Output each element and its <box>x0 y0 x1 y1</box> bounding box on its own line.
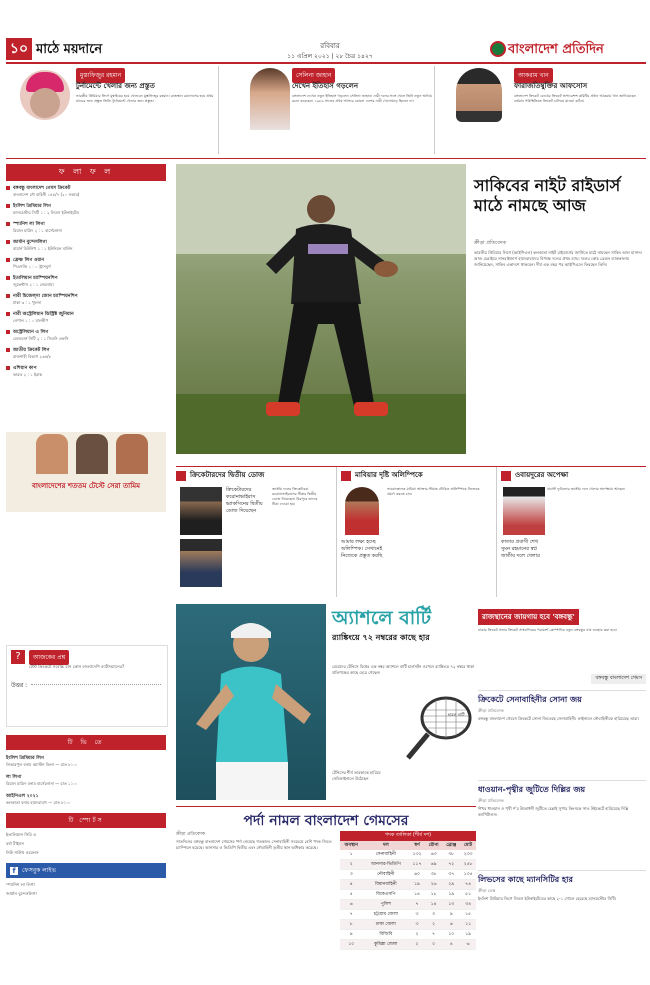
bullet-icon <box>6 222 10 226</box>
medal-cell: ৬০ <box>409 870 425 880</box>
tv-title: আইপিএল ২০২১ <box>6 794 39 799</box>
medal-cell: ১৪ <box>425 900 442 910</box>
medal-cell: ১৯ <box>460 930 476 940</box>
result-title: নারী চিজেল্সা জোন চ্যাম্পিয়নশিপ <box>13 294 78 299</box>
racket-caption: টেনিসের শীর্ষ তারকাকে হারিয়ে সেমিফাইনালে উঠেছেন <box>332 770 381 781</box>
result-item <box>6 364 166 379</box>
quiz-label: আজকের প্রশ্ন <box>29 650 69 665</box>
games-news-item <box>478 780 646 864</box>
games-news-headline: লিভসের কাছে ম্যানসিটির হার <box>478 875 573 884</box>
result-text <box>13 256 166 271</box>
medal-cell: ২৯ <box>442 880 460 890</box>
stadium-body: ঢাকার ক্রিকেট সভার ক্রিকেট সাংবাদিকের পরামর্শে কোম্পানির নতুন বঙ্গবন্ধুর নাম ব্যবহার করা হবে। <box>478 628 618 632</box>
bullet-icon <box>6 276 10 280</box>
barty-photo <box>176 604 326 800</box>
tv-title: লা লিগা <box>6 775 22 780</box>
tv-line: রিয়াল মাদ্রিদ বনাম বার্সেলোনা — রাত ১:০০ <box>6 781 78 786</box>
medal-cell: ০ <box>425 940 442 950</box>
medal-cell: ৪ <box>340 880 362 890</box>
result-item <box>6 202 166 217</box>
medal-cell: ৬ <box>442 920 460 930</box>
medal-cell: ১৩২ <box>409 850 425 860</box>
medal-table-title: পদক তালিকা (শীর্ষ দশ) <box>340 831 476 841</box>
medal-cell: ৬ <box>460 940 476 950</box>
result-item <box>6 274 166 289</box>
medal-cell: ৩ <box>409 910 425 920</box>
result-title: ইতালিয়ান চ্যাম্পিয়নশিপ <box>13 276 58 281</box>
bullet-icon <box>341 471 351 481</box>
medal-cell: ৩৮ <box>425 870 442 880</box>
medal-cell: ১৩ <box>442 900 460 910</box>
games-news-body: বঙ্গবন্ধু বাংলাদেশ গেমসে ক্রিকেটে সোনা জিতেছে সেনাবাহিনী। ফাইনালে নৌবাহিনীকে হারিয়েছে তারা। <box>478 716 640 721</box>
games-news-item <box>478 690 646 774</box>
top-box <box>438 66 646 154</box>
brand-emblem-icon <box>490 41 506 57</box>
games-news-byline: ক্রীড়া প্রতিবেদক <box>478 798 504 803</box>
result-item <box>6 184 166 199</box>
result-body: জুভেন্টাস ২ : ১ জেনোয়া <box>13 282 54 287</box>
medal-row <box>340 900 476 910</box>
barty-subhead: র‍্যাঙ্কিংয়ে ৭২ নম্বরের কাছে হার <box>332 633 430 642</box>
medal-cell: ৬৯ <box>425 860 442 870</box>
medal-col-header: রৌপ্য <box>428 843 439 848</box>
player-photo <box>456 68 502 122</box>
medal-cell: ৫১ <box>460 890 476 900</box>
medal-cell: ৩৮ <box>442 850 460 860</box>
result-body: নেপাল ১ : ০ মালদ্বীপ <box>13 318 49 323</box>
medal-col-header: মোট <box>464 843 473 848</box>
medal-row <box>340 920 476 930</box>
games-story <box>176 806 476 985</box>
tv-item <box>6 792 166 807</box>
story-caption: আমার লক্ষ্য হচ্ছে অলিম্পিক। সেখানেই নিজেকে প্রস্তুত করছি <box>341 539 383 559</box>
result-item <box>6 238 166 253</box>
story-caption: কাতার প্রবাসী শেখ সুমন রহমানের স্বপ্ন জাতীয় দলে খেলার <box>501 539 540 559</box>
fb-label: ফেসবুক লাইভ <box>22 867 57 874</box>
medal-cell: ৭২ <box>442 860 460 870</box>
player-photo <box>503 487 545 535</box>
fb-line: জার্মান বুন্দেসলিগা <box>6 891 37 896</box>
medal-cell: ১৮ <box>425 890 442 900</box>
games-news-byline: ক্রীড়া প্রতিবেদক <box>478 708 504 713</box>
result-text <box>13 346 166 361</box>
result-text <box>13 292 166 307</box>
medal-cell: ১৪ <box>409 890 425 900</box>
bullet-icon <box>176 471 186 481</box>
games-news-item <box>478 870 646 954</box>
medal-cell: ১১৭ <box>409 860 425 870</box>
story-caption: ক্রিকেটারদের করোনাভাইরাস ভ্যাকসিনের দ্বিতীয় ডোজ দিয়েছেন <box>226 487 263 514</box>
result-body: বায়ার্ন মিউনিখ ১ : ১ ইউনিয়ন বার্লিন <box>13 246 73 251</box>
box-headline: দেখেন ইতিহাস গড়লেন <box>292 82 358 90</box>
bullet-icon <box>6 312 10 316</box>
hero-byline: ক্রীড়া প্রতিবেদক <box>474 240 507 246</box>
medal-cell: বিজিবি <box>362 930 409 940</box>
story-headline: মাবিয়ার দৃষ্টি অলিম্পিকে <box>355 471 423 479</box>
medal-cell: ৯ <box>442 910 460 920</box>
medal-cell: ৬৩ <box>425 850 442 860</box>
tennis-racket-icon <box>406 690 476 760</box>
quiz-box <box>6 645 168 727</box>
medal-cell: ৩৪ <box>460 900 476 910</box>
tv-line: কলকাতা বনাম হায়দরাবাদ — রাত ৮:০০ <box>6 800 71 805</box>
hero-headline: সাকিবের নাইট রাইডার্স মাঠে নামছে আজ <box>474 176 621 215</box>
result-text <box>13 274 166 289</box>
result-item <box>6 346 166 361</box>
medal-row <box>340 930 476 940</box>
medal-row <box>340 850 476 860</box>
result-title: স্প্যানিশ লা লিগা <box>13 222 45 227</box>
result-text <box>13 238 166 253</box>
games-news-byline: ক্রীড়া ডেস্ক <box>478 888 496 893</box>
games-news-headline: ক্রিকেটে সেনাবাহিনীর সোনা জয় <box>478 695 582 704</box>
result-title: জাতীয় ক্রিকেট লিগ <box>13 348 50 353</box>
bullet-icon <box>6 366 10 370</box>
result-text <box>13 364 166 379</box>
result-title: এশিয়ান কাপ <box>13 366 37 371</box>
medal-header-row <box>340 841 476 850</box>
medal-row <box>340 890 476 900</box>
result-body: রিয়াল মাদ্রিদ ২ : ১ বার্সেলোনা <box>13 228 62 233</box>
medal-cell: ৩ <box>425 910 442 920</box>
medal-row <box>340 910 476 920</box>
result-title: বঙ্গবন্ধু বাংলাদেশ গেমস ক্রিকেট <box>13 186 71 191</box>
medal-cell: ১ <box>340 850 362 860</box>
quiz-answer: উত্তর : <box>11 682 28 689</box>
games-label: বঙ্গবন্ধু বাংলাদেশ গেমস <box>591 674 646 684</box>
bullet-icon <box>6 240 10 244</box>
top-boxes <box>6 66 646 154</box>
medal-cell: ৮ <box>340 920 362 930</box>
medal-table-grid <box>340 841 476 950</box>
results-title: ফ লা ফ ল <box>6 164 166 181</box>
bullet-icon <box>6 258 10 262</box>
medal-cell: ২ <box>425 920 442 930</box>
medal-cell: ৩ <box>340 870 362 880</box>
medal-cell: ২৬ <box>425 880 442 890</box>
hero-body: ভারতীয় প্রিমিয়ার লিগে (আইপিএল) কলকাতা নাইট রাইডার্সের জার্সিতে মাঠে নামছেন সাকিব আল হাসান। আজ চেন্নাইয়ে সানরাইজার্স হায়দরাবাদের বিপক্ষে দলের প্রথম ম্যাচ। দলের কোচ ব্রেন্ডন ম্যাককালাম জানিয়েছেন, সাকিব একাদশে থাকবেন। দীর্ঘ এক বছর পর আইপিএলে ফিরছেন তিনি। <box>474 250 643 267</box>
hero-headline-box <box>474 176 644 216</box>
bullet-icon <box>6 330 10 334</box>
medal-cell: ১৫ <box>460 910 476 920</box>
middle-stories <box>176 466 646 597</box>
page-header <box>0 0 650 60</box>
medal-cell: ৫ <box>340 890 362 900</box>
medal-cell: চট্টগ্রাম জেলা <box>362 910 409 920</box>
person-name: সেলিনা জাহান <box>292 68 335 83</box>
games-news-body: ইংলিশ প্রিমিয়ার লিগে লিডস ইউনাইটেডের কাছে ২-১ গোলে হেরেছে ম্যানচেস্টার সিটি। <box>478 896 617 901</box>
player-photo <box>250 68 290 130</box>
medal-cell: ঢাকা জেলা <box>362 920 409 930</box>
medal-cell: ১৩৫ <box>460 870 476 880</box>
result-text <box>13 202 166 217</box>
result-body: বাংলাদেশ নৌ বাহিনী ১৪৮/৭ (২০ ওভার) <box>13 192 80 197</box>
medal-cell: ২৩৩ <box>460 850 476 860</box>
medal-cell: নৌবাহিনী <box>362 870 409 880</box>
medal-cell: কুমিল্লা জেলা <box>362 940 409 950</box>
medal-table <box>340 831 476 950</box>
result-item <box>6 310 166 325</box>
t-sport-label: টি স্পোর্টস <box>6 813 166 828</box>
story-body: জাতীয় দলের ক্রিকেটাররা করোনাভাইরাসের টিকার দ্বিতীয় ডোজ নিয়েছেন। মিরপুরে তাদের টিকা দেওয়া হয়। <box>272 487 318 506</box>
test-card-title: বাংলাদেশের শততম টেস্টে সেরা তামিম <box>32 482 140 490</box>
story-obaydur <box>496 467 647 597</box>
top-box <box>6 66 219 154</box>
result-item <box>6 328 166 343</box>
box-body: বাংলাদেশ ক্রিকেট বোর্ডের ক্রিকেট অপারেশন্স কমিটির প্রধান আকরাম খান জানিয়েছেন বর্তমান পরিস্থিতিতে ক্রিকেট চালিয়ে যাওয়া কঠিন। <box>514 94 636 103</box>
medal-row <box>340 880 476 890</box>
medal-cell: ১০ <box>340 940 362 950</box>
hero-photo <box>176 164 466 454</box>
box-headline: টুর্নামেন্টে খেলার জন্য প্রস্তুত <box>76 82 155 90</box>
result-body: ম্যানচেস্টার সিটি ১ : ২ লিডস ইউনাইটেড <box>13 210 80 215</box>
tsport-line: নিউ সাউথ ওয়েলস <box>6 850 39 855</box>
result-body: মেলবোর্ন সিটি ২ : ১ সিডনি এফসি <box>13 336 69 341</box>
top-box <box>222 66 435 154</box>
tv-item <box>6 773 166 788</box>
medal-cell: সেনাবাহিনী <box>362 850 409 860</box>
box-body: বাংলাদেশ দেখেন নতুন ইতিহাস গড়লেন সেলিনা জাহান। নারী দলের সঙ্গে খেলে তিনি নতুন অধ্যায় রচনা করেছেন। ১৯৮৯ সালের প্রথম আসরে কোনো দেশের নারী খেলোয়াড় ছিলেন না। <box>292 94 432 103</box>
player-photo <box>180 487 222 535</box>
bangabandhu-games <box>478 664 646 984</box>
medal-cell: ৬ <box>340 900 362 910</box>
result-item <box>6 292 166 307</box>
medal-cell: বিকেএসপি <box>362 890 409 900</box>
medal-cell: ১৯ <box>409 880 425 890</box>
medal-cell: ২ <box>340 860 362 870</box>
medal-cell: ১০ <box>442 930 460 940</box>
medal-cell: ২ <box>409 930 425 940</box>
result-text <box>13 220 166 235</box>
story-body: প্রবাসী ফুটবলার জাতীয় দলে খেলার অপেক্ষায় আছেন। <box>547 487 626 491</box>
facebook-icon: f <box>10 867 18 875</box>
tv-label: টি ভি তে <box>6 735 166 750</box>
results-panel <box>6 164 166 426</box>
medal-cell: ৩৭ <box>442 870 460 880</box>
brand-logo: বাংলাদেশ প্রতিদিন <box>508 42 604 57</box>
medal-cell: ৭ <box>409 900 425 910</box>
tv-title: ইংলিশ প্রিমিয়ার লিগ <box>6 756 44 761</box>
stadium-story <box>478 604 646 660</box>
games-body: সাতদিনের বঙ্গবন্ধু বাংলাদেশ গেমসের পর্দা নেমেছে গতকাল। সেনাবাহিনী সবচেয়ে বেশি পদক জিতে চ্যাম্পিয়ন হয়েছে। আনসার ও ভিডিপি দ্বিতীয় এবং নৌবাহিনী তৃতীয় স্থান অধিকার করেছে। <box>176 839 332 850</box>
medal-col-header: স্বর্ণ <box>414 843 420 848</box>
medal-cell: ৪ <box>442 940 460 950</box>
story-mabia <box>336 467 487 597</box>
facebook-live-bar <box>6 863 166 878</box>
medal-cell: ৩ <box>409 920 425 930</box>
tv-item <box>6 754 166 769</box>
result-title: ইংলিশ প্রিমিয়ার লিগ <box>13 204 51 209</box>
medal-cell: পুলিশ <box>362 900 409 910</box>
player-photo <box>20 70 70 120</box>
games-headline: পর্দা নামল বাংলাদেশ গেমসের <box>243 813 409 829</box>
medal-cell: ৭ <box>425 930 442 940</box>
bullet-icon <box>501 471 511 481</box>
barty-headline: অ্যাশলে বার্টি <box>332 607 431 629</box>
medal-col-header: দল <box>382 843 389 848</box>
medal-cell: ১৯ <box>442 890 460 900</box>
question-icon: ? <box>11 650 25 664</box>
player-photo <box>180 539 222 587</box>
quiz-question: টেস্ট ক্রিকেটে সর্বোচ্চ রান কোন বাংলাদেশি ব্যাটসম্যানের? <box>29 664 125 669</box>
medal-row <box>340 860 476 870</box>
result-text <box>13 310 166 325</box>
page-number: ১০ <box>6 38 32 60</box>
result-text <box>13 184 166 199</box>
medal-cell: ৭৪ <box>460 880 476 890</box>
box-body: ভারতীয় প্রিমিয়ার লিগে মুম্বাইয়ের হয়ে খেলবেন মুস্তাফিজুর রহমান। রাজস্থান রয়্যালসের হয়ে প্রথম ম্যাচের জন্য প্রস্তুত তিনি। টুর্নামেন্টে খেলার জন্য প্রস্তুত। <box>76 94 214 103</box>
medal-row <box>340 870 476 880</box>
fb-line: স্প্যানিশ লা লিগা <box>6 882 35 887</box>
medal-cell: ৯ <box>340 930 362 940</box>
result-title: জার্মান বুন্দেসলিগা <box>13 240 47 245</box>
result-title: ফ্রেঞ্চ লিগ ওয়ান <box>13 258 45 263</box>
result-body: ভারত ২ : ১ ইরাক <box>13 372 43 377</box>
bullet-icon <box>6 186 10 190</box>
medal-cell: ২ <box>409 940 425 950</box>
bullet-icon <box>6 294 10 298</box>
games-news-headline: ধাওয়ান-পৃথ্বীর জুটিতে দিল্লির জয় <box>478 785 586 794</box>
tv-panel <box>6 735 166 965</box>
result-item <box>6 220 166 235</box>
section-title: মাঠে ময়দানে <box>36 42 103 57</box>
person-name: মুস্তাফিজুর রহমান <box>76 68 125 83</box>
date: ১১ এপ্রিল ২০২১ | ২৮ চৈত্র ১৪২৭ <box>287 53 373 60</box>
box-headline: ফারাজতিম্বুক্তির আফসোস <box>514 82 588 90</box>
story-headline: ক্রিকেটারদের দ্বিতীয় ডোজ <box>190 471 265 479</box>
bullet-icon <box>6 348 10 352</box>
result-body: রাজশাহী বিভাগ ২৩৪/৮ <box>13 354 52 359</box>
day: রবিবার <box>320 42 340 50</box>
test-card <box>6 432 166 512</box>
person-name: আকরাম খান <box>514 68 553 83</box>
medal-cell: ৭ <box>340 910 362 920</box>
result-item <box>6 256 166 271</box>
story-body: ভারোত্তোলক মাবিয়া আক্তার সীমান্ত টোকিও অলিম্পিকে নিজেকে প্রমাণ করতে চান। <box>387 487 480 496</box>
tv-line: লিভারপুল বনাম অ্যাস্টন ভিলা — রাত ৮:০০ <box>6 762 78 767</box>
games-news-body: শিখর ধাওয়ান ও পৃথ্বী শ'র উদ্বোধনী জুটিতে চেন্নাই সুপার কিংসকে সাত উইকেটে হারিয়েছে দিল্লি ক্যাপিটালস। <box>478 806 629 817</box>
medal-cell: আনসার-ভিডিপি <box>362 860 409 870</box>
result-text <box>13 328 166 343</box>
story-headline: ওবায়দুরের অপেক্ষা <box>515 471 569 479</box>
medal-cell: ২৫৮ <box>460 860 476 870</box>
medal-col-header: অবস্থান <box>344 843 358 848</box>
medal-col-header: ব্রোঞ্জ <box>446 843 457 848</box>
games-byline: ক্রীড়া প্রতিবেদক <box>176 832 205 837</box>
player-photo <box>345 487 379 535</box>
result-body: পিএসজি ১ : ০ স্ট্রাসবুর্গ <box>13 264 51 269</box>
result-title: অস্ট্রেলিয়ান এ লিগ <box>13 330 49 335</box>
medal-row <box>340 940 476 950</box>
result-title: নারী অস্ট্রেলিয়ান ডিস্ট্রিক্ট জুনিয়ান <box>13 312 74 317</box>
story-cricket-vaccine <box>176 467 326 597</box>
medal-cell: ১১ <box>460 920 476 930</box>
bullet-icon <box>6 204 10 208</box>
barty-body: মেয়েদের টেনিসে বিশ্বের এক নম্বর অ্যাশলে বার্টি চার্লসটন ওপেনে র‍্যাঙ্কিংয়ে ৭২ নম্বরে থাকা প্রতিপক্ষের কাছে হেরে গেছেন। <box>332 664 475 675</box>
tsport-line: বর্ষা টাইমস <box>6 841 24 846</box>
stadium-headline: রাজস্থানের জায়গায় হবে 'বঙ্গবন্ধু' <box>478 609 579 625</box>
caption-bubble: হারল বার্টি <box>448 712 465 717</box>
result-body: ঢাকা ৩ : ১ খুলনা <box>13 300 42 305</box>
tsport-line: ইতালিয়ান সিরি এ <box>6 832 37 837</box>
medal-cell: বিমানবাহিনী <box>362 880 409 890</box>
